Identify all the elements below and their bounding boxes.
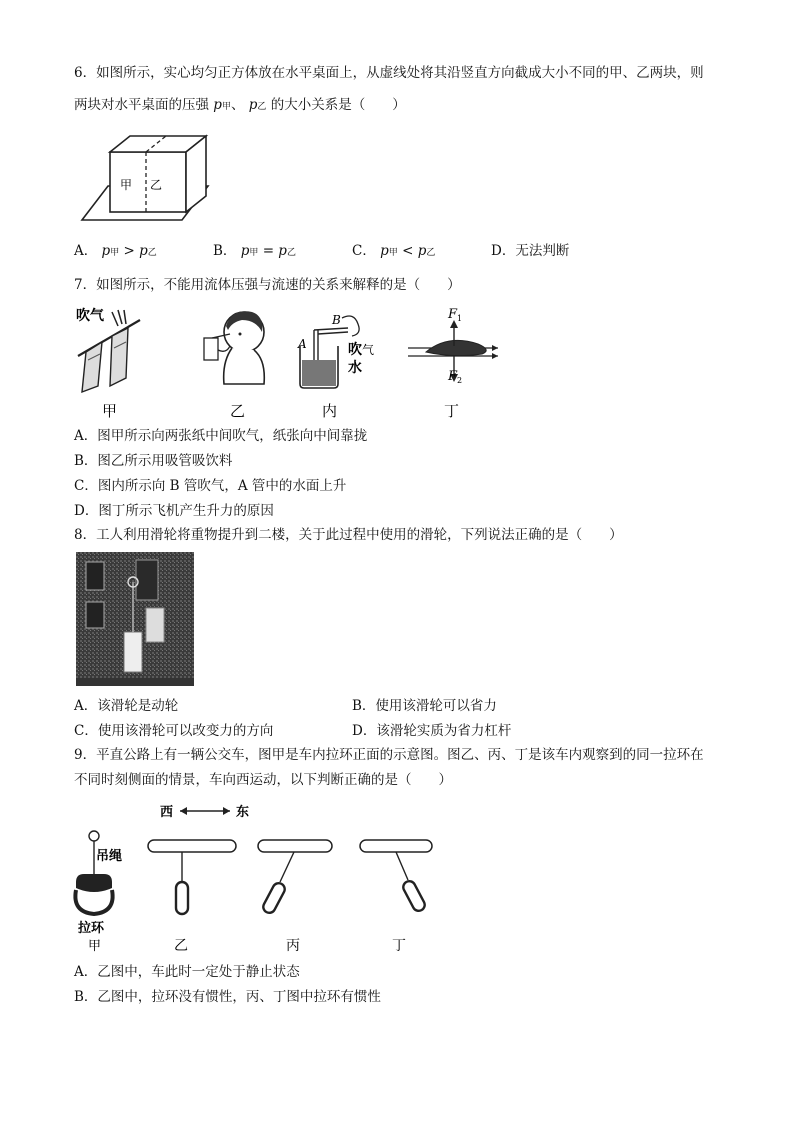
p-symbol: p (417, 243, 427, 259)
sub: 甲 (110, 248, 120, 258)
p-symbol: p (278, 243, 287, 259)
label-A: A (298, 337, 307, 351)
question-7-stem: 7．如图所示，不能用流体压强与流速的关系来解释的是（ ） (74, 277, 461, 293)
q6-separator: 、 (230, 97, 245, 113)
option-letter: B． (213, 243, 237, 259)
fig-yi-handle-vertical (148, 840, 236, 954)
option-letter: C． (352, 243, 376, 259)
q8-option-a[interactable]: A．该滑轮是动轮 (74, 698, 179, 714)
fig-yi-child-straw (204, 311, 264, 420)
label-B: B (332, 313, 341, 327)
q6-sub-yi: 乙 (257, 102, 267, 112)
q6-text-tail: 的大小关系是（ ） (270, 97, 406, 113)
caption-jia: 甲 (102, 402, 118, 420)
q6-p-symbol: p (213, 97, 222, 113)
sub: 乙 (147, 248, 157, 258)
caption-yi: 乙 (230, 402, 246, 420)
option-text: 无法判断 (515, 243, 570, 259)
sub: 甲 (388, 248, 398, 258)
label-diao-sheng: 吊绳 (96, 849, 123, 864)
q9-option-a[interactable]: A．乙图中，车此时一定处于静止状态 (74, 964, 300, 980)
q6-option-d[interactable] (491, 241, 569, 261)
label-yi: 乙 (150, 178, 163, 192)
caption-ding: 丁 (392, 938, 406, 954)
fig-bing-handle-tilted (258, 840, 332, 954)
p-symbol: p (240, 243, 250, 259)
label-jia: 甲 (120, 178, 133, 192)
fig-jia-handle-front (75, 831, 122, 954)
question-6-stem-line1: 6．如图所示，实心均匀正方体放在水平桌面上，从虚线处将其沿竖直方向截成大小不同的甲、乙两块，则 (74, 65, 704, 81)
relation: = (262, 243, 274, 259)
question-9-stem-line2: 不同时刻侧面的情景，车向西运动，以下判断正确的是（ ） (74, 772, 452, 788)
label-shui: 水 (348, 360, 362, 376)
label-chui: 吹 (348, 342, 362, 358)
q6-p-symbol-2: p (248, 97, 258, 113)
relation: > (123, 243, 135, 259)
q8-photo-pulley (76, 552, 194, 686)
label-la-huan: 拉环 (78, 921, 105, 936)
question-9-stem-line1: 9．平直公路上有一辆公交车，图甲是车内拉环正面的示意图。图乙、丙、丁是该车内观察到的同一拉环在 (74, 747, 704, 763)
question-6-stem-line2 (74, 93, 724, 119)
caption-bing: 内 (322, 402, 338, 420)
label-qi: 气 (362, 343, 375, 357)
q6-option-c[interactable] (352, 241, 435, 263)
fig-ding-airfoil (408, 307, 498, 420)
fig-ding-handle-tilted (360, 840, 432, 954)
option-letter: A． (74, 243, 98, 259)
sub: 甲 (249, 248, 259, 258)
q9-option-b[interactable]: B．乙图中，拉环没有惯性，丙、丁图中拉环有惯性 (74, 989, 381, 1005)
label-F2-sub: 2 (457, 376, 463, 385)
caption-ding: 丁 (444, 402, 460, 420)
label-F1: F (448, 307, 458, 322)
q7-option-b[interactable]: B．图乙所示用吸管吸饮料 (74, 453, 233, 469)
option-letter: D． (491, 243, 516, 259)
caption-jia: 甲 (88, 939, 102, 954)
q6-option-b[interactable] (213, 241, 296, 263)
q7-option-d[interactable]: D．图丁所示飞机产生升力的原因 (74, 503, 274, 519)
label-F2: F (448, 369, 458, 384)
label-F1-sub: 1 (457, 314, 463, 323)
question-8-stem: 8．工人利用滑轮将重物提升到二楼，关于此过程中使用的滑轮，下列说法正确的是（ ） (74, 527, 623, 543)
q6-text-intro: 两块对水平桌面的压强 (74, 97, 209, 113)
sub: 乙 (426, 248, 436, 258)
fig-jia-papers (76, 307, 140, 420)
direction-indicator (160, 804, 249, 820)
p-symbol: p (380, 243, 389, 259)
q9-figures (70, 798, 450, 954)
q6-sub-jia: 甲 (221, 102, 231, 112)
q8-option-d[interactable]: D．该滑轮实质为省力杠杆 (352, 723, 512, 739)
caption-yi: 乙 (174, 938, 188, 954)
p-symbol: p (101, 243, 111, 259)
hanging-load (124, 632, 142, 672)
fig-bing-beaker (297, 313, 374, 420)
p-symbol: p (139, 243, 148, 259)
q7-figures (72, 304, 504, 420)
q6-option-a[interactable] (74, 241, 157, 263)
sub: 乙 (286, 248, 296, 258)
label-chui-qi: 吹气 (76, 308, 104, 324)
caption-bing: 丙 (286, 938, 300, 954)
q6-cube-figure (78, 132, 214, 226)
q7-option-a[interactable]: A．图甲所示向两张纸中间吹气，纸张向中间靠拢 (74, 428, 368, 444)
q8-option-b[interactable]: B．使用该滑轮可以省力 (352, 698, 497, 714)
q7-option-c[interactable]: C．图内所示向 B 管吹气，A 管中的水面上升 (74, 478, 347, 494)
relation: < (402, 243, 414, 259)
label-west: 西 (160, 805, 174, 820)
label-east: 东 (236, 805, 250, 820)
q8-option-c[interactable]: C．使用该滑轮可以改变力的方向 (74, 723, 274, 739)
